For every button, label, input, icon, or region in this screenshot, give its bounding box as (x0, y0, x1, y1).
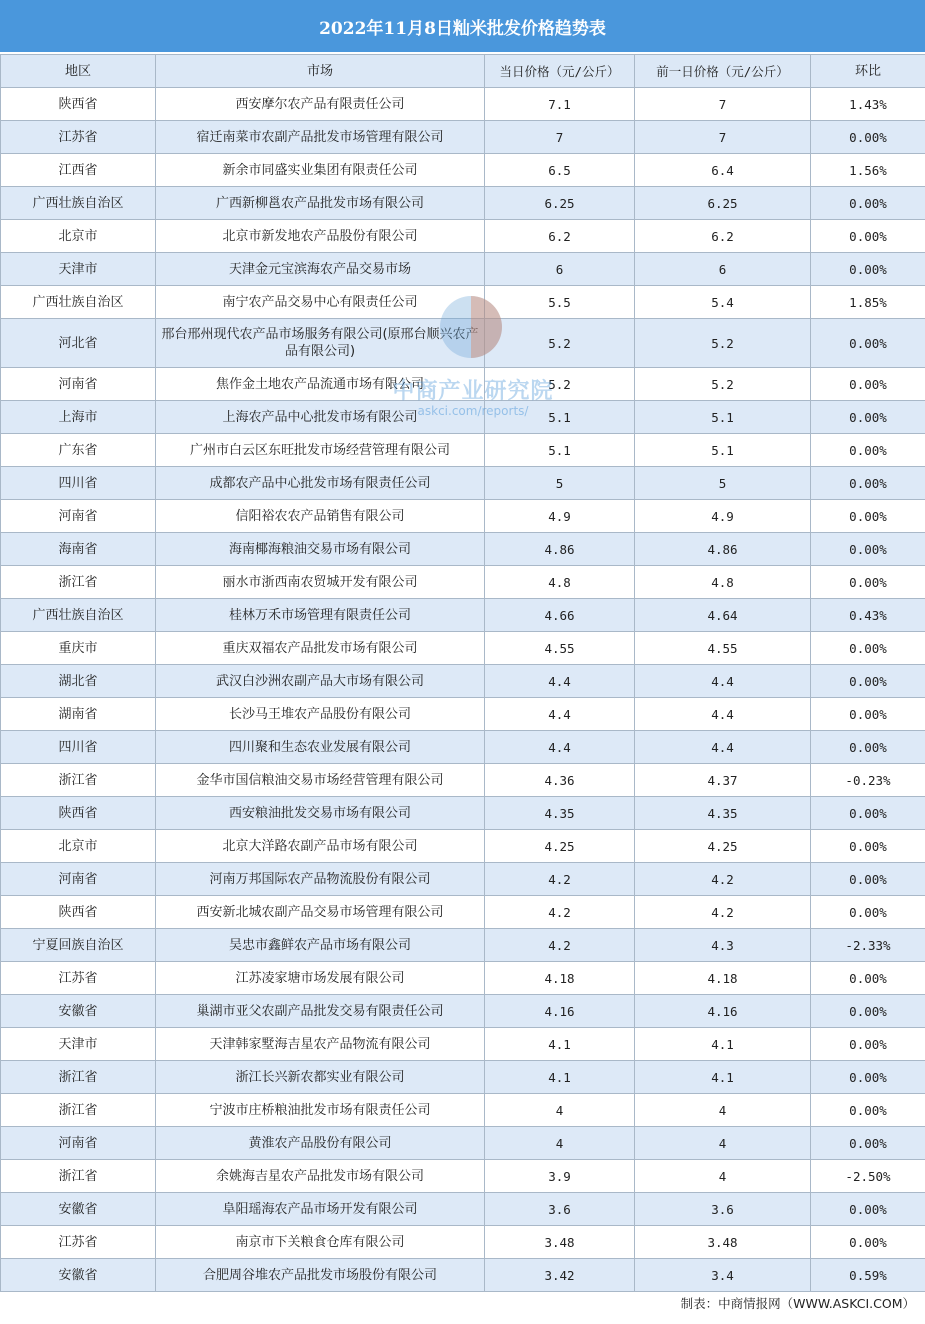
cell-region: 湖北省 (1, 665, 156, 698)
cell-prev-price: 4.2 (635, 896, 811, 929)
cell-prev-price: 4.18 (635, 962, 811, 995)
cell-market: 西安粮油批发交易市场有限公司 (156, 797, 485, 830)
cell-change: 0.00% (811, 1061, 925, 1094)
table-row (1, 187, 925, 220)
cell-prev-price: 4.37 (635, 764, 811, 797)
cell-today-price: 4 (485, 1127, 635, 1160)
cell-today-price: 3.6 (485, 1193, 635, 1226)
header-today-price: 当日价格（元/公斤） (485, 55, 635, 88)
table-row (1, 1061, 925, 1094)
cell-region: 江苏省 (1, 121, 156, 154)
cell-change: 0.00% (811, 368, 925, 401)
cell-change: 0.00% (811, 253, 925, 286)
cell-prev-price: 5.2 (635, 319, 811, 368)
table-row (1, 88, 925, 121)
cell-market: 武汉白沙洲农副产品大市场有限公司 (156, 665, 485, 698)
table-row (1, 995, 925, 1028)
cell-change: 1.56% (811, 154, 925, 187)
table-row (1, 599, 925, 632)
cell-change: 1.85% (811, 286, 925, 319)
table-row (1, 1259, 925, 1292)
cell-today-price: 4.36 (485, 764, 635, 797)
cell-today-price: 5.5 (485, 286, 635, 319)
table-row (1, 154, 925, 187)
cell-market: 北京大洋路农副产品市场有限公司 (156, 830, 485, 863)
cell-prev-price: 4.3 (635, 929, 811, 962)
cell-today-price: 6.2 (485, 220, 635, 253)
cell-region: 浙江省 (1, 1160, 156, 1193)
cell-prev-price: 4.55 (635, 632, 811, 665)
cell-change: 0.00% (811, 995, 925, 1028)
cell-region: 宁夏回族自治区 (1, 929, 156, 962)
table-row (1, 830, 925, 863)
table-row (1, 434, 925, 467)
cell-change: -2.33% (811, 929, 925, 962)
cell-market: 西安新北城农副产品交易市场管理有限公司 (156, 896, 485, 929)
table-title: 2022年11月8日籼米批发价格趋势表 (0, 0, 925, 52)
cell-prev-price: 4.1 (635, 1061, 811, 1094)
cell-region: 河南省 (1, 500, 156, 533)
cell-today-price: 4.2 (485, 863, 635, 896)
cell-prev-price: 4.4 (635, 698, 811, 731)
cell-today-price: 4.1 (485, 1061, 635, 1094)
cell-today-price: 4.86 (485, 533, 635, 566)
cell-market: 焦作金土地农产品流通市场有限公司 (156, 368, 485, 401)
table-row (1, 220, 925, 253)
cell-prev-price: 3.4 (635, 1259, 811, 1292)
cell-change: 0.00% (811, 863, 925, 896)
cell-prev-price: 4.9 (635, 500, 811, 533)
cell-change: 0.00% (811, 797, 925, 830)
cell-change: 0.00% (811, 121, 925, 154)
table-row (1, 698, 925, 731)
cell-prev-price: 3.48 (635, 1226, 811, 1259)
cell-region: 浙江省 (1, 1094, 156, 1127)
cell-region: 江苏省 (1, 962, 156, 995)
cell-region: 安徽省 (1, 1259, 156, 1292)
cell-market: 四川聚和生态农业发展有限公司 (156, 731, 485, 764)
cell-prev-price: 5.1 (635, 434, 811, 467)
cell-today-price: 4 (485, 1094, 635, 1127)
cell-today-price: 5.2 (485, 368, 635, 401)
cell-change: -2.50% (811, 1160, 925, 1193)
table-row (1, 1193, 925, 1226)
table-row (1, 665, 925, 698)
cell-market: 天津韩家墅海吉星农产品物流有限公司 (156, 1028, 485, 1061)
cell-today-price: 5.1 (485, 401, 635, 434)
cell-today-price: 4.2 (485, 896, 635, 929)
table-row (1, 401, 925, 434)
cell-change: 0.00% (811, 731, 925, 764)
cell-region: 浙江省 (1, 764, 156, 797)
cell-region: 北京市 (1, 830, 156, 863)
table-row (1, 731, 925, 764)
cell-market: 海南椰海粮油交易市场有限公司 (156, 533, 485, 566)
cell-today-price: 4.66 (485, 599, 635, 632)
cell-change: 0.00% (811, 632, 925, 665)
table-row (1, 286, 925, 319)
cell-change: 0.00% (811, 962, 925, 995)
cell-market: 南京市下关粮食仓库有限公司 (156, 1226, 485, 1259)
cell-today-price: 7 (485, 121, 635, 154)
cell-change: 0.43% (811, 599, 925, 632)
cell-prev-price: 7 (635, 121, 811, 154)
cell-today-price: 4.18 (485, 962, 635, 995)
table-row (1, 1028, 925, 1061)
cell-region: 江苏省 (1, 1226, 156, 1259)
cell-market: 新余市同盛实业集团有限责任公司 (156, 154, 485, 187)
table-row (1, 533, 925, 566)
cell-today-price: 4.4 (485, 731, 635, 764)
table-row (1, 319, 925, 368)
cell-market: 长沙马王堆农产品股份有限公司 (156, 698, 485, 731)
cell-region: 江西省 (1, 154, 156, 187)
cell-prev-price: 4.1 (635, 1028, 811, 1061)
cell-change: 0.00% (811, 698, 925, 731)
cell-today-price: 4.1 (485, 1028, 635, 1061)
cell-region: 北京市 (1, 220, 156, 253)
source-footer: 制表：中商情报网（WWW.ASKCI.COM） (680, 1296, 915, 1311)
cell-today-price: 4.35 (485, 797, 635, 830)
cell-today-price: 5.1 (485, 434, 635, 467)
cell-change: 0.00% (811, 401, 925, 434)
cell-prev-price: 4.86 (635, 533, 811, 566)
table-row (1, 566, 925, 599)
watermark-url: askci.com/reports/ (417, 404, 529, 418)
cell-market: 宁波市庄桥粮油批发市场有限责任公司 (156, 1094, 485, 1127)
cell-market: 天津金元宝滨海农产品交易市场 (156, 253, 485, 286)
cell-today-price: 3.48 (485, 1226, 635, 1259)
cell-prev-price: 6 (635, 253, 811, 286)
cell-region: 浙江省 (1, 1061, 156, 1094)
cell-market: 河南万邦国际农产品物流股份有限公司 (156, 863, 485, 896)
table-row (1, 797, 925, 830)
cell-today-price: 4.4 (485, 698, 635, 731)
cell-change: 0.00% (811, 187, 925, 220)
cell-today-price: 5 (485, 467, 635, 500)
header-region: 地区 (1, 55, 156, 88)
cell-change: 1.43% (811, 88, 925, 121)
table-row (1, 1094, 925, 1127)
cell-prev-price: 5 (635, 467, 811, 500)
cell-region: 河南省 (1, 863, 156, 896)
header-market: 市场 (156, 55, 485, 88)
cell-today-price: 4.55 (485, 632, 635, 665)
cell-region: 天津市 (1, 1028, 156, 1061)
cell-region: 河南省 (1, 1127, 156, 1160)
cell-region: 湖南省 (1, 698, 156, 731)
table-header-row (1, 55, 925, 88)
cell-region: 陕西省 (1, 797, 156, 830)
cell-region: 四川省 (1, 731, 156, 764)
cell-market: 广西新柳邕农产品批发市场有限公司 (156, 187, 485, 220)
cell-today-price: 6 (485, 253, 635, 286)
cell-region: 广西壮族自治区 (1, 599, 156, 632)
cell-today-price: 3.9 (485, 1160, 635, 1193)
cell-prev-price: 4.4 (635, 665, 811, 698)
cell-change: 0.00% (811, 1094, 925, 1127)
cell-market: 合肥周谷堆农产品批发市场股份有限公司 (156, 1259, 485, 1292)
cell-region: 安徽省 (1, 1193, 156, 1226)
table-row (1, 253, 925, 286)
table-row (1, 764, 925, 797)
cell-change: 0.00% (811, 1127, 925, 1160)
cell-today-price: 5.2 (485, 319, 635, 368)
cell-region: 陕西省 (1, 88, 156, 121)
cell-change: 0.00% (811, 467, 925, 500)
table-row (1, 121, 925, 154)
cell-prev-price: 4.64 (635, 599, 811, 632)
cell-market: 西安摩尔农产品有限责任公司 (156, 88, 485, 121)
cell-change: 0.00% (811, 1226, 925, 1259)
cell-region: 重庆市 (1, 632, 156, 665)
cell-market: 丽水市浙西南农贸城开发有限公司 (156, 566, 485, 599)
cell-market: 金华市国信粮油交易市场经营管理有限公司 (156, 764, 485, 797)
cell-market: 浙江长兴新农都实业有限公司 (156, 1061, 485, 1094)
cell-market: 南宁农产品交易中心有限责任公司 (156, 286, 485, 319)
table-row (1, 896, 925, 929)
cell-market: 上海农产品中心批发市场有限公司 (156, 401, 485, 434)
cell-change: -0.23% (811, 764, 925, 797)
header-prev-price: 前一日价格（元/公斤） (635, 55, 811, 88)
cell-market: 江苏凌家塘市场发展有限公司 (156, 962, 485, 995)
cell-prev-price: 4.25 (635, 830, 811, 863)
cell-market: 成都农产品中心批发市场有限责任公司 (156, 467, 485, 500)
cell-today-price: 4.9 (485, 500, 635, 533)
cell-prev-price: 7 (635, 88, 811, 121)
cell-market: 邢台邢州现代农产品市场服务有限公司(原邢台顺兴农产品有限公司) (156, 319, 485, 368)
cell-region: 海南省 (1, 533, 156, 566)
cell-region: 广西壮族自治区 (1, 286, 156, 319)
cell-region: 四川省 (1, 467, 156, 500)
cell-prev-price: 4.8 (635, 566, 811, 599)
cell-region: 安徽省 (1, 995, 156, 1028)
cell-region: 河北省 (1, 319, 156, 368)
cell-market: 重庆双福农产品批发市场有限公司 (156, 632, 485, 665)
cell-region: 天津市 (1, 253, 156, 286)
cell-change: 0.00% (811, 830, 925, 863)
table-row (1, 1127, 925, 1160)
table-row (1, 467, 925, 500)
table-row (1, 368, 925, 401)
cell-prev-price: 4 (635, 1160, 811, 1193)
table-row (1, 863, 925, 896)
cell-today-price: 4.2 (485, 929, 635, 962)
cell-prev-price: 4.35 (635, 797, 811, 830)
cell-prev-price: 4 (635, 1127, 811, 1160)
cell-change: 0.00% (811, 319, 925, 368)
cell-change: 0.00% (811, 1028, 925, 1061)
cell-region: 陕西省 (1, 896, 156, 929)
cell-market: 余姚海吉星农产品批发市场有限公司 (156, 1160, 485, 1193)
cell-prev-price: 5.4 (635, 286, 811, 319)
cell-today-price: 4.4 (485, 665, 635, 698)
cell-today-price: 7.1 (485, 88, 635, 121)
table-row (1, 1160, 925, 1193)
cell-market: 北京市新发地农产品股份有限公司 (156, 220, 485, 253)
table-row (1, 632, 925, 665)
cell-prev-price: 4.4 (635, 731, 811, 764)
cell-change: 0.00% (811, 1193, 925, 1226)
cell-prev-price: 5.2 (635, 368, 811, 401)
cell-change: 0.59% (811, 1259, 925, 1292)
cell-region: 广西壮族自治区 (1, 187, 156, 220)
table-row (1, 500, 925, 533)
cell-change: 0.00% (811, 220, 925, 253)
cell-market: 阜阳瑶海农产品市场开发有限公司 (156, 1193, 485, 1226)
watermark-name: 中商产业研究院 (392, 379, 554, 404)
cell-region: 浙江省 (1, 566, 156, 599)
cell-region: 上海市 (1, 401, 156, 434)
cell-region: 河南省 (1, 368, 156, 401)
cell-region: 广东省 (1, 434, 156, 467)
cell-today-price: 6.5 (485, 154, 635, 187)
table-row (1, 1226, 925, 1259)
cell-change: 0.00% (811, 533, 925, 566)
cell-prev-price: 4 (635, 1094, 811, 1127)
cell-prev-price: 6.4 (635, 154, 811, 187)
cell-market: 信阳裕农农产品销售有限公司 (156, 500, 485, 533)
cell-today-price: 3.42 (485, 1259, 635, 1292)
cell-change: 0.00% (811, 566, 925, 599)
cell-market: 广州市白云区东旺批发市场经营管理有限公司 (156, 434, 485, 467)
cell-change: 0.00% (811, 896, 925, 929)
cell-prev-price: 5.1 (635, 401, 811, 434)
cell-change: 0.00% (811, 434, 925, 467)
cell-market: 巢湖市亚父农副产品批发交易有限责任公司 (156, 995, 485, 1028)
cell-market: 吴忠市鑫鲜农产品市场有限公司 (156, 929, 485, 962)
price-table (0, 54, 925, 1292)
cell-market: 桂林万禾市场管理有限责任公司 (156, 599, 485, 632)
cell-prev-price: 4.16 (635, 995, 811, 1028)
cell-change: 0.00% (811, 500, 925, 533)
cell-today-price: 4.8 (485, 566, 635, 599)
table-body (1, 88, 925, 1292)
table-row (1, 929, 925, 962)
cell-change: 0.00% (811, 665, 925, 698)
cell-prev-price: 3.6 (635, 1193, 811, 1226)
cell-today-price: 4.16 (485, 995, 635, 1028)
cell-today-price: 4.25 (485, 830, 635, 863)
cell-prev-price: 6.25 (635, 187, 811, 220)
cell-prev-price: 6.2 (635, 220, 811, 253)
cell-market: 宿迁南菜市农副产品批发市场管理有限公司 (156, 121, 485, 154)
cell-market: 黄淮农产品股份有限公司 (156, 1127, 485, 1160)
header-change: 环比 (811, 55, 925, 88)
cell-prev-price: 4.2 (635, 863, 811, 896)
table-row (1, 962, 925, 995)
cell-today-price: 6.25 (485, 187, 635, 220)
